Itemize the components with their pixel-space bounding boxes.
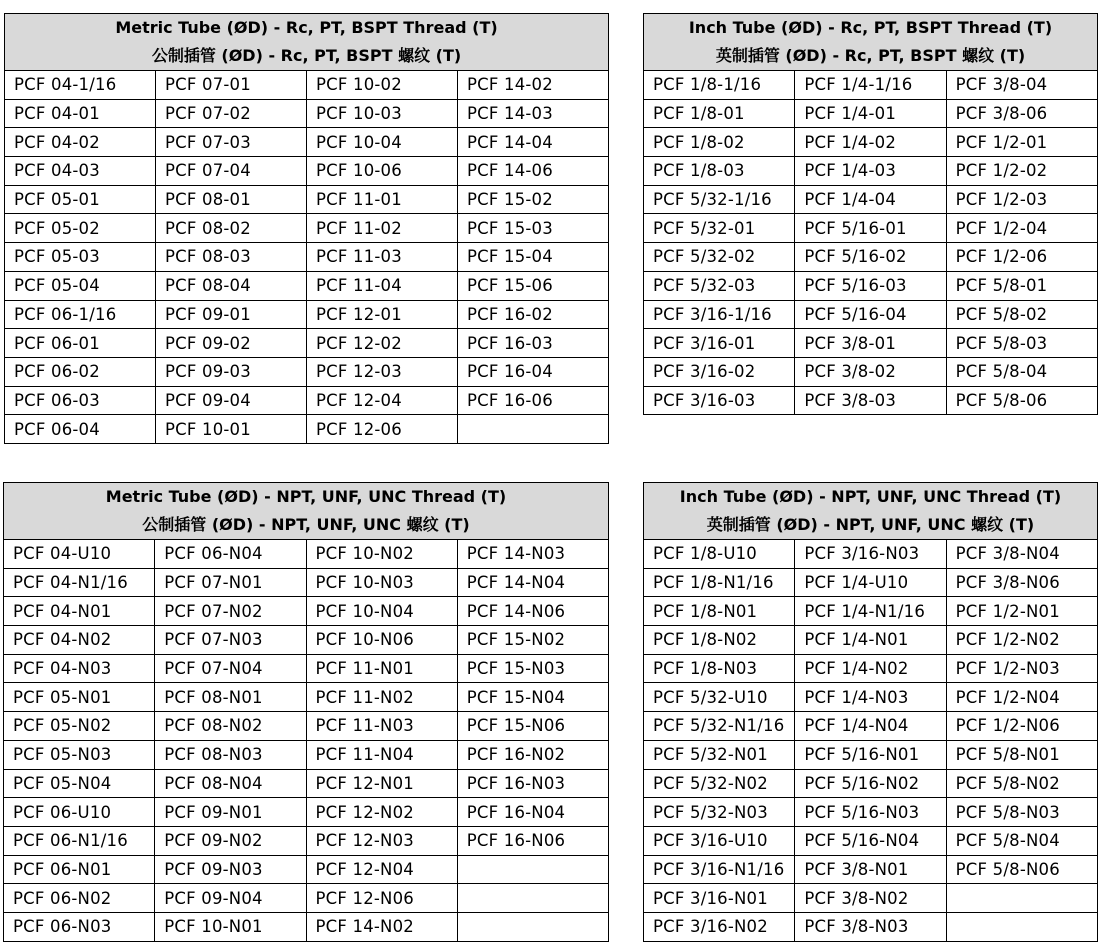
table-row <box>644 826 1098 855</box>
table-row <box>644 99 1098 128</box>
table-row <box>4 683 609 712</box>
metric-tube-npt-table <box>3 482 609 942</box>
part-number-cell: PCF 15-02 <box>458 185 609 214</box>
table-row <box>4 884 609 913</box>
part-number-cell: PCF 5/8-N02 <box>946 769 1097 798</box>
part-number-cell: PCF 1/2-06 <box>946 243 1097 272</box>
part-number-cell: PCF 04-1/16 <box>5 71 156 100</box>
inch-tube-rc-table <box>643 13 1098 415</box>
part-number-cell: PCF 09-N04 <box>155 884 306 913</box>
part-number-cell: PCF 1/4-02 <box>795 128 946 157</box>
part-number-cell: PCF 14-N06 <box>457 597 608 626</box>
part-number-cell: PCF 09-02 <box>156 329 307 358</box>
part-number-cell: PCF 3/16-N01 <box>644 884 795 913</box>
part-number-cell: PCF 04-N1/16 <box>4 568 155 597</box>
table-row <box>4 654 609 683</box>
part-number-cell: PCF 5/8-N01 <box>946 740 1097 769</box>
part-number-cell: PCF 07-03 <box>156 128 307 157</box>
part-number-cell: PCF 5/8-04 <box>946 357 1097 386</box>
table-row <box>644 157 1098 186</box>
part-number-cell: PCF 05-N03 <box>4 740 155 769</box>
part-number-cell: PCF 3/16-01 <box>644 329 795 358</box>
part-number-cell: PCF 1/8-02 <box>644 128 795 157</box>
part-number-cell: PCF 5/32-03 <box>644 271 795 300</box>
part-number-cell: PCF 15-N04 <box>457 683 608 712</box>
part-number-cell: PCF 1/8-N1/16 <box>644 568 795 597</box>
part-number-cell: PCF 3/16-N02 <box>644 912 795 941</box>
part-number-cell: PCF 5/32-N02 <box>644 769 795 798</box>
table-row <box>5 329 609 358</box>
part-number-cell: PCF 16-06 <box>458 386 609 415</box>
part-number-cell: PCF 16-03 <box>458 329 609 358</box>
table-row <box>644 798 1098 827</box>
part-number-cell: PCF 1/4-03 <box>795 157 946 186</box>
part-number-cell: PCF 14-06 <box>458 157 609 186</box>
part-number-cell: PCF 1/2-01 <box>946 128 1097 157</box>
part-number-cell: PCF 08-03 <box>156 243 307 272</box>
table-row <box>5 357 609 386</box>
part-number-cell: PCF 04-N02 <box>4 626 155 655</box>
title-english: Inch Tube (ØD) - NPT, UNF, UNC Thread (T) <box>679 487 1062 506</box>
table-row <box>4 740 609 769</box>
part-number-cell: PCF 5/8-N04 <box>946 826 1097 855</box>
part-number-cell: PCF 08-N01 <box>155 683 306 712</box>
part-number-cell: PCF 09-N01 <box>155 798 306 827</box>
table-row <box>4 712 609 741</box>
title-chinese: 公制插管 (ØD) - NPT, UNF, UNC 螺纹 (T) <box>142 515 470 534</box>
part-number-cell: PCF 07-04 <box>156 157 307 186</box>
table-row <box>644 243 1098 272</box>
table-row <box>5 99 609 128</box>
part-number-cell: PCF 3/16-1/16 <box>644 300 795 329</box>
part-number-cell: PCF 5/16-N03 <box>795 798 946 827</box>
part-number-cell: PCF 3/16-02 <box>644 357 795 386</box>
part-number-cell: PCF 04-N01 <box>4 597 155 626</box>
part-number-cell: PCF 5/16-N04 <box>795 826 946 855</box>
part-number-cell: PCF 3/16-N1/16 <box>644 855 795 884</box>
table-title <box>4 483 609 540</box>
part-number-cell: PCF 5/8-02 <box>946 300 1097 329</box>
part-number-cell: PCF 5/16-01 <box>795 214 946 243</box>
title-english: Inch Tube (ØD) - Rc, PT, BSPT Thread (T) <box>688 18 1053 37</box>
table-row <box>644 329 1098 358</box>
part-number-cell: PCF 1/8-N03 <box>644 654 795 683</box>
part-number-cell: PCF 1/4-1/16 <box>795 71 946 100</box>
part-number-cell <box>457 855 608 884</box>
table-row <box>5 386 609 415</box>
part-number-cell: PCF 12-06 <box>307 415 458 444</box>
part-number-cell: PCF 5/32-U10 <box>644 683 795 712</box>
table-row <box>5 214 609 243</box>
part-number-cell: PCF 1/4-N01 <box>795 626 946 655</box>
part-number-cell: PCF 10-N03 <box>306 568 457 597</box>
table-row <box>4 597 609 626</box>
part-number-cell: PCF 12-04 <box>307 386 458 415</box>
part-number-cell: PCF 09-04 <box>156 386 307 415</box>
part-number-cell: PCF 09-N02 <box>155 826 306 855</box>
title-chinese: 公制插管 (ØD) - Rc, PT, BSPT 螺纹 (T) <box>151 46 462 65</box>
part-number-cell: PCF 15-N02 <box>457 626 608 655</box>
part-number-cell: PCF 16-N06 <box>457 826 608 855</box>
part-number-cell: PCF 06-04 <box>5 415 156 444</box>
part-number-cell: PCF 06-N04 <box>155 540 306 569</box>
part-number-cell <box>946 884 1097 913</box>
part-number-cell: PCF 3/8-N06 <box>946 568 1097 597</box>
table-row <box>644 712 1098 741</box>
part-number-cell: PCF 10-03 <box>307 99 458 128</box>
part-number-cell: PCF 3/16-N03 <box>795 540 946 569</box>
part-number-cell: PCF 11-01 <box>307 185 458 214</box>
table-row <box>644 214 1098 243</box>
part-number-cell: PCF 11-N03 <box>306 712 457 741</box>
part-number-cell: PCF 06-03 <box>5 386 156 415</box>
part-number-cell: PCF 3/8-04 <box>946 71 1097 100</box>
part-number-cell: PCF 1/4-N02 <box>795 654 946 683</box>
part-number-cell: PCF 08-N02 <box>155 712 306 741</box>
part-number-cell: PCF 10-06 <box>307 157 458 186</box>
part-number-cell: PCF 14-03 <box>458 99 609 128</box>
part-number-cell: PCF 5/16-02 <box>795 243 946 272</box>
part-number-cell: PCF 12-02 <box>307 329 458 358</box>
part-number-cell <box>946 912 1097 941</box>
part-number-cell: PCF 5/16-N02 <box>795 769 946 798</box>
part-number-cell: PCF 1/8-01 <box>644 99 795 128</box>
part-number-cell: PCF 5/8-06 <box>946 386 1097 415</box>
table-row <box>644 568 1098 597</box>
part-number-cell: PCF 05-04 <box>5 271 156 300</box>
part-number-cell: PCF 08-01 <box>156 185 307 214</box>
table-row <box>644 654 1098 683</box>
table-row <box>644 185 1098 214</box>
table-row <box>5 271 609 300</box>
part-number-cell: PCF 1/8-03 <box>644 157 795 186</box>
part-number-cell: PCF 06-01 <box>5 329 156 358</box>
part-number-cell: PCF 1/8-1/16 <box>644 71 795 100</box>
part-number-cell: PCF 05-N01 <box>4 683 155 712</box>
table-row <box>5 128 609 157</box>
part-number-cell: PCF 14-04 <box>458 128 609 157</box>
part-number-cell: PCF 1/2-04 <box>946 214 1097 243</box>
part-number-cell: PCF 06-N03 <box>4 912 155 941</box>
table-row <box>644 540 1098 569</box>
part-number-cell: PCF 11-02 <box>307 214 458 243</box>
part-number-cell: PCF 3/8-N02 <box>795 884 946 913</box>
part-number-cell: PCF 3/16-U10 <box>644 826 795 855</box>
table-row <box>4 626 609 655</box>
table-row <box>644 357 1098 386</box>
part-number-cell: PCF 11-03 <box>307 243 458 272</box>
part-number-cell: PCF 5/16-04 <box>795 300 946 329</box>
part-number-cell: PCF 06-N02 <box>4 884 155 913</box>
part-number-cell: PCF 08-02 <box>156 214 307 243</box>
part-number-cell: PCF 5/32-02 <box>644 243 795 272</box>
part-number-cell: PCF 11-N01 <box>306 654 457 683</box>
table-row <box>644 855 1098 884</box>
part-number-cell: PCF 1/2-N02 <box>946 626 1097 655</box>
part-number-cell: PCF 14-N02 <box>306 912 457 941</box>
part-number-cell: PCF 1/2-N03 <box>946 654 1097 683</box>
part-number-cell: PCF 1/2-02 <box>946 157 1097 186</box>
part-number-cell: PCF 3/8-N03 <box>795 912 946 941</box>
part-number-cell: PCF 15-04 <box>458 243 609 272</box>
table-row <box>4 568 609 597</box>
table-row <box>644 71 1098 100</box>
table-row <box>644 128 1098 157</box>
table-row <box>5 415 609 444</box>
part-number-cell: PCF 3/8-N04 <box>946 540 1097 569</box>
table-row <box>4 798 609 827</box>
part-number-cell: PCF 16-N03 <box>457 769 608 798</box>
part-number-cell: PCF 3/16-03 <box>644 386 795 415</box>
part-number-cell: PCF 04-02 <box>5 128 156 157</box>
table-row <box>4 912 609 941</box>
part-number-cell: PCF 07-02 <box>156 99 307 128</box>
table-row <box>644 769 1098 798</box>
part-number-cell: PCF 05-02 <box>5 214 156 243</box>
part-number-cell: PCF 05-N02 <box>4 712 155 741</box>
part-number-cell: PCF 12-N03 <box>306 826 457 855</box>
part-number-cell: PCF 10-04 <box>307 128 458 157</box>
part-number-cell: PCF 14-N04 <box>457 568 608 597</box>
table-row <box>644 884 1098 913</box>
part-number-cell: PCF 5/32-N01 <box>644 740 795 769</box>
part-number-cell: PCF 11-04 <box>307 271 458 300</box>
part-number-cell: PCF 06-N1/16 <box>4 826 155 855</box>
part-number-cell: PCF 12-01 <box>307 300 458 329</box>
title-english: Metric Tube (ØD) - NPT, UNF, UNC Thread (T) <box>105 487 507 506</box>
table-row <box>5 300 609 329</box>
part-number-cell: PCF 10-02 <box>307 71 458 100</box>
table-title <box>5 14 609 71</box>
table-row <box>644 597 1098 626</box>
part-number-cell: PCF 04-U10 <box>4 540 155 569</box>
part-number-cell <box>457 912 608 941</box>
metric-tube-rc-table <box>4 13 609 444</box>
part-number-cell: PCF 12-N04 <box>306 855 457 884</box>
part-number-cell: PCF 3/8-06 <box>946 99 1097 128</box>
part-number-cell: PCF 12-03 <box>307 357 458 386</box>
part-number-cell: PCF 1/2-N04 <box>946 683 1097 712</box>
part-number-cell: PCF 1/2-N01 <box>946 597 1097 626</box>
part-number-cell: PCF 14-02 <box>458 71 609 100</box>
title-chinese: 英制插管 (ØD) - Rc, PT, BSPT 螺纹 (T) <box>715 46 1026 65</box>
table-title <box>644 14 1098 71</box>
table-title <box>644 483 1098 540</box>
part-number-cell: PCF 3/8-02 <box>795 357 946 386</box>
table-row <box>4 855 609 884</box>
part-number-cell: PCF 07-01 <box>156 71 307 100</box>
part-number-cell: PCF 1/4-N1/16 <box>795 597 946 626</box>
part-number-cell: PCF 16-02 <box>458 300 609 329</box>
part-number-cell <box>457 884 608 913</box>
part-number-cell: PCF 1/2-03 <box>946 185 1097 214</box>
part-number-cell: PCF 16-N04 <box>457 798 608 827</box>
part-number-cell: PCF 05-N04 <box>4 769 155 798</box>
part-number-cell: PCF 1/2-N06 <box>946 712 1097 741</box>
part-number-cell: PCF 5/8-03 <box>946 329 1097 358</box>
table-row <box>644 386 1098 415</box>
part-number-cell: PCF 10-N01 <box>155 912 306 941</box>
part-number-cell: PCF 06-U10 <box>4 798 155 827</box>
part-number-cell: PCF 05-01 <box>5 185 156 214</box>
part-number-cell: PCF 07-N03 <box>155 626 306 655</box>
title-chinese: 英制插管 (ØD) - NPT, UNF, UNC 螺纹 (T) <box>706 515 1035 534</box>
part-number-cell: PCF 05-03 <box>5 243 156 272</box>
part-number-cell: PCF 1/4-N04 <box>795 712 946 741</box>
part-number-cell: PCF 12-N01 <box>306 769 457 798</box>
part-number-cell: PCF 3/8-01 <box>795 329 946 358</box>
table-row <box>5 185 609 214</box>
table-row <box>644 683 1098 712</box>
part-number-cell: PCF 5/32-N03 <box>644 798 795 827</box>
part-number-cell: PCF 11-N04 <box>306 740 457 769</box>
part-number-cell: PCF 5/8-N06 <box>946 855 1097 884</box>
title-english: Metric Tube (ØD) - Rc, PT, BSPT Thread (T) <box>115 18 498 37</box>
part-number-cell: PCF 07-N01 <box>155 568 306 597</box>
part-number-cell: PCF 09-03 <box>156 357 307 386</box>
table-row <box>644 271 1098 300</box>
part-number-cell: PCF 1/4-N03 <box>795 683 946 712</box>
part-number-cell: PCF 06-N01 <box>4 855 155 884</box>
part-number-cell: PCF 1/8-U10 <box>644 540 795 569</box>
part-number-cell: PCF 06-02 <box>5 357 156 386</box>
table-row <box>644 300 1098 329</box>
part-number-cell: PCF 1/4-U10 <box>795 568 946 597</box>
part-number-cell: PCF 5/32-01 <box>644 214 795 243</box>
part-number-cell: PCF 5/16-N01 <box>795 740 946 769</box>
part-number-cell: PCF 1/4-01 <box>795 99 946 128</box>
part-number-cell: PCF 11-N02 <box>306 683 457 712</box>
part-number-cell: PCF 15-N06 <box>457 712 608 741</box>
table-row <box>4 540 609 569</box>
table-row <box>4 826 609 855</box>
part-number-cell: PCF 10-N02 <box>306 540 457 569</box>
part-number-cell: PCF 1/8-N01 <box>644 597 795 626</box>
part-number-cell: PCF 15-03 <box>458 214 609 243</box>
part-number-cell: PCF 5/32-N1/16 <box>644 712 795 741</box>
part-number-cell: PCF 08-N04 <box>155 769 306 798</box>
table-row <box>644 912 1098 941</box>
part-number-cell: PCF 04-01 <box>5 99 156 128</box>
part-number-cell: PCF 12-N02 <box>306 798 457 827</box>
part-number-cell: PCF 06-1/16 <box>5 300 156 329</box>
table-row <box>5 157 609 186</box>
table-row <box>4 769 609 798</box>
part-number-cell: PCF 5/8-N03 <box>946 798 1097 827</box>
inch-tube-npt-table <box>643 482 1098 942</box>
table-row <box>644 626 1098 655</box>
part-number-cell: PCF 10-N06 <box>306 626 457 655</box>
part-number-cell: PCF 07-N04 <box>155 654 306 683</box>
part-number-cell: PCF 1/4-04 <box>795 185 946 214</box>
part-number-cell: PCF 1/8-N02 <box>644 626 795 655</box>
part-number-cell: PCF 04-03 <box>5 157 156 186</box>
part-number-cell: PCF 5/16-03 <box>795 271 946 300</box>
part-number-cell: PCF 10-N04 <box>306 597 457 626</box>
part-number-cell: PCF 15-06 <box>458 271 609 300</box>
part-number-cell: PCF 14-N03 <box>457 540 608 569</box>
part-number-cell: PCF 5/8-01 <box>946 271 1097 300</box>
table-row <box>5 243 609 272</box>
part-number-cell: PCF 16-N02 <box>457 740 608 769</box>
part-number-cell: PCF 09-01 <box>156 300 307 329</box>
part-number-cell: PCF 16-04 <box>458 357 609 386</box>
part-number-cell: PCF 3/8-03 <box>795 386 946 415</box>
part-number-cell: PCF 15-N03 <box>457 654 608 683</box>
part-number-cell: PCF 3/8-N01 <box>795 855 946 884</box>
part-number-cell: PCF 5/32-1/16 <box>644 185 795 214</box>
part-number-cell <box>458 415 609 444</box>
table-row <box>644 740 1098 769</box>
part-number-cell: PCF 07-N02 <box>155 597 306 626</box>
part-number-cell: PCF 08-N03 <box>155 740 306 769</box>
part-number-cell: PCF 09-N03 <box>155 855 306 884</box>
part-number-cell: PCF 10-01 <box>156 415 307 444</box>
part-number-cell: PCF 04-N03 <box>4 654 155 683</box>
part-number-cell: PCF 08-04 <box>156 271 307 300</box>
table-row <box>5 71 609 100</box>
part-number-cell: PCF 12-N06 <box>306 884 457 913</box>
